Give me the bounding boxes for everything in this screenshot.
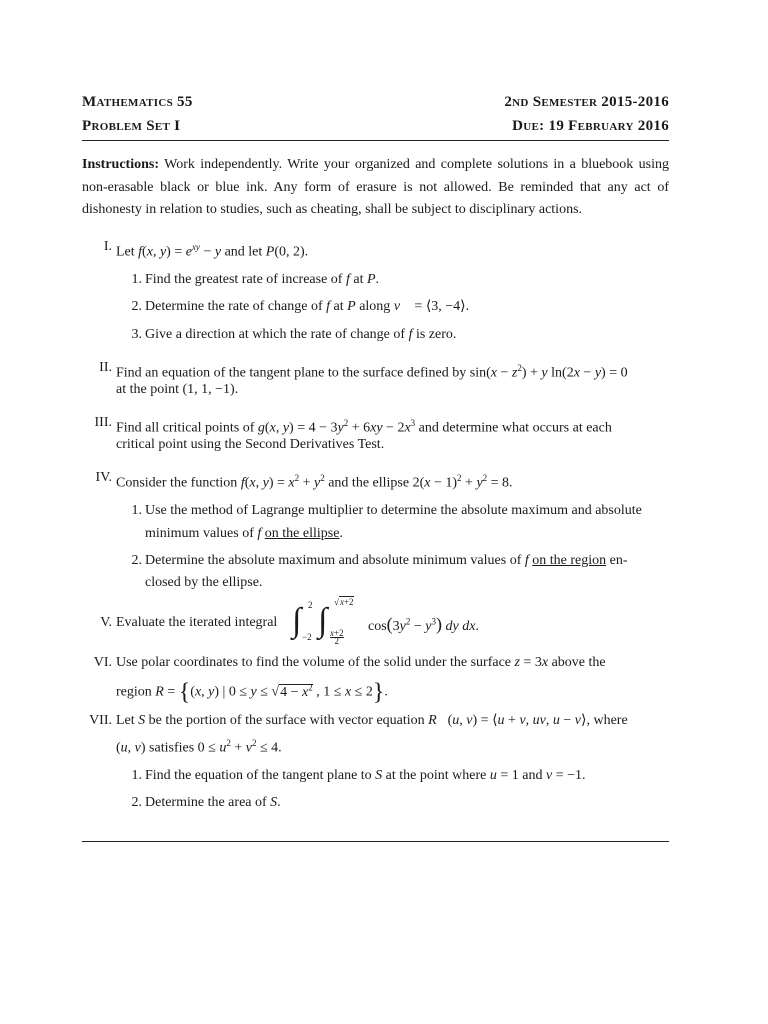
problem-7-2-text: Determine the area of S. — [145, 795, 281, 810]
due-date: Due: 19 February 2016 — [512, 118, 669, 134]
problem-2-line-1: Find an equation of the tangent plane to the surface defined by $\sin(x - z^2) + y$ ln(2x − y) = 0 — [116, 363, 628, 381]
problem-6-line-2: region R = {(x, y) | $0 \le y \le √4 - x^2$ , 1 ≤ x ≤ 2}. — [116, 679, 388, 706]
problem-5-lead: Evaluate the iterated integral — [116, 615, 278, 630]
problem-7-line-2: (u, v) satisfies $0 \le u^2 + v^2 \le 4$. — [116, 738, 282, 756]
problem-1-1-number: 1. — [131, 272, 142, 287]
problem-4-1-line-1: Use the method of Lagrange multiplier to determine the absolute maximum and absolute — [145, 503, 642, 518]
document-page — [82, 0, 669, 1024]
problem-4-1-number: 1. — [131, 503, 142, 518]
problem-1-2-text: Determine the rate of change of f at P along v⃗ = ⟨3, −4⟩. — [145, 299, 470, 314]
footer-divider — [82, 841, 669, 842]
instructions — [82, 154, 669, 222]
course-title: Mathematics 55 — [82, 94, 193, 110]
problem-4-stem: Consider the function f(x, $y) = x^2 + y^2$ and the ellipse $2(x - 1)^2 + y^2 = 8$. — [116, 473, 513, 491]
semester-label: 2nd Semester 2015-2016 — [504, 94, 669, 110]
instructions-text: Work independently. Write your organized and complete solutions in a bluebook using non-erasable black or blue ink. Any form of erasure is not allowed. Be reminded that any act of dishonesty in relation to studies, such as cheating, shall be subject to disciplinary actions. — [82, 157, 669, 217]
problem-2-line-2: at the point (1, 1, −1). — [116, 382, 239, 397]
problem-4-2-number: 2. — [131, 553, 142, 568]
problem-3-line-1: Find all critical points of g(x, $y) = 4 - 3y^2 + 6xy - 2x^3$ and determine what occurs at each — [116, 418, 612, 436]
problem-6-line-1: Use polar coordinates to find the volume of the solid under the surface z = 3x above the — [116, 655, 606, 670]
problem-1-stem: Let f(x, $y) = e^{xy} - y$ and let P(0, 2). — [116, 242, 309, 260]
header-divider — [82, 140, 669, 141]
problem-7-2-number: 2. — [131, 795, 142, 810]
problem-1-3-text: Give a direction at which the rate of change of f is zero. — [145, 327, 457, 342]
problem-7-number: VII. — [89, 713, 112, 728]
problem-4-2-line-1: Determine the absolute maximum and absolute minimum values of f on the region en- — [145, 553, 628, 568]
problem-1-3-number: 3. — [131, 327, 142, 342]
iterated-integral: ∫ 2 −2 ∫ √x+2 x+2 2 $\cos(3y^2 - y^3)$ dy dx. — [292, 597, 479, 646]
problem-1-2-number: 2. — [131, 299, 142, 314]
problem-4-1-line-2: minimum values of f on the ellipse. — [145, 526, 343, 541]
problem-7-1-number: 1. — [131, 768, 142, 783]
problem-2-number: II. — [99, 360, 112, 375]
problem-7-line-1: Let S be the portion of the surface with vector equation R⃗(u, v) = ⟨u + v, uv, u − v⟩, where — [116, 713, 628, 728]
problem-6-number: VI. — [93, 655, 112, 670]
problem-3-line-2: critical point using the Second Derivatives Test. — [116, 437, 385, 452]
problem-4-number: IV. — [95, 470, 112, 485]
problem-1-1-text: Find the greatest rate of increase of f at P. — [145, 272, 380, 287]
problem-3-number: III. — [94, 415, 112, 430]
problem-7-1-text: Find the equation of the tangent plane to S at the point where u = 1 and v = −1. — [145, 768, 586, 783]
instructions-label: Instructions: — [82, 157, 160, 172]
problem-4-2-line-2: closed by the ellipse. — [145, 575, 263, 590]
problem-set-title: Problem Set I — [82, 118, 181, 134]
problem-1-number: I. — [103, 239, 112, 254]
problem-5-number: V. — [100, 615, 112, 630]
